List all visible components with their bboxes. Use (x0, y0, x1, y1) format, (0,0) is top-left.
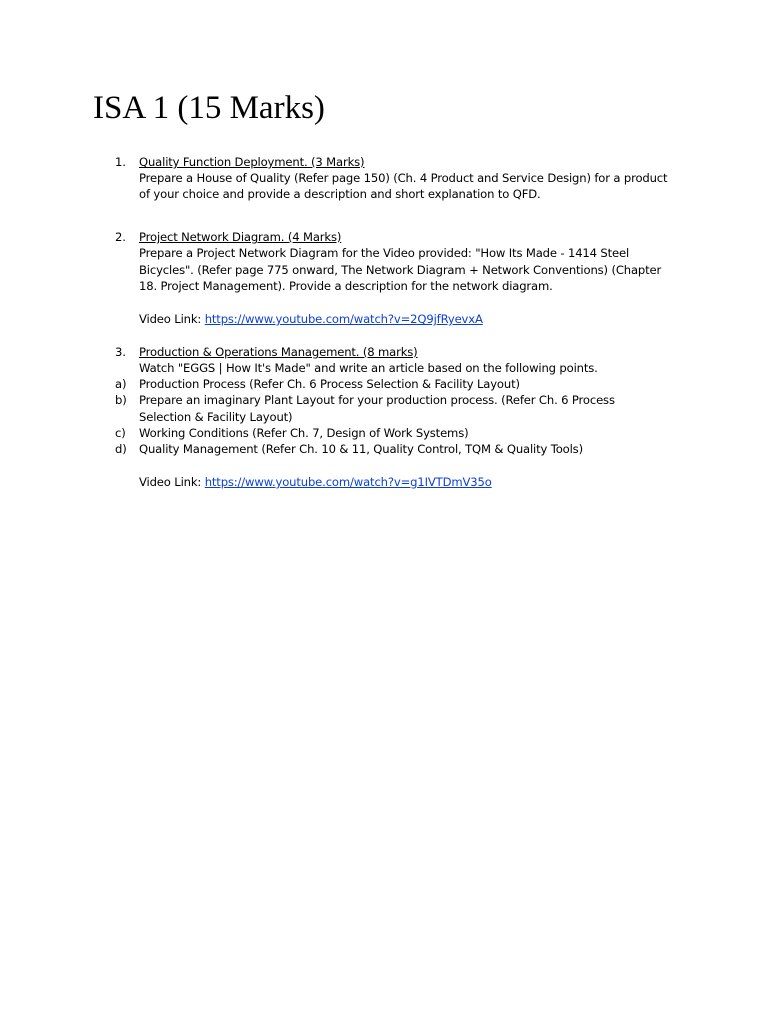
question-3-number: 3. (115, 345, 126, 359)
question-2-video-link[interactable]: https://www.youtube.com/watch?v=2Q9jfRyevxA (204, 312, 483, 326)
point-b-text-2: Selection & Facility Layout) (139, 410, 293, 424)
point-c-letter: c) (115, 426, 126, 440)
question-3-text-1: Watch "EGGS | How It's Made" and write an article based on the following points. (139, 361, 598, 375)
question-2-text-3: 18. Project Management). Provide a description for the network diagram. (139, 279, 553, 293)
question-2-text-2: Bicycles". (Refer page 775 onward, The Network Diagram + Network Conventions) (Chapter (139, 263, 662, 277)
point-d-letter: d) (115, 442, 127, 456)
question-2-text-1: Prepare a Project Network Diagram for the Video provided: "How Its Made - 1414 Steel (139, 246, 630, 260)
point-a-letter: a) (115, 377, 127, 391)
question-2-heading: Project Network Diagram. (4 Marks) (139, 230, 342, 244)
question-1-text-1: Prepare a House of Quality (Refer page 150) (Ch. 4 Product and Service Design) for a product (139, 171, 668, 185)
question-3-video-line (139, 474, 492, 491)
point-d-text: Quality Management (Refer Ch. 10 & 11, Quality Control, TQM & Quality Tools) (139, 442, 583, 456)
point-c-text: Working Conditions (Refer Ch. 7, Design of Work Systems) (139, 426, 469, 440)
point-a-text: Production Process (Refer Ch. 6 Process Selection & Facility Layout) (139, 377, 520, 391)
question-3-video-label: Video Link: (139, 475, 205, 489)
question-3-heading: Production & Operations Management. (8 marks) (139, 345, 418, 359)
question-1-heading: Quality Function Deployment. (3 Marks) (139, 155, 365, 169)
point-b-text: Prepare an imaginary Plant Layout for your production process. (Refer Ch. 6 Process (139, 393, 615, 407)
point-b-letter: b) (115, 393, 127, 407)
question-1-number: 1. (115, 155, 126, 169)
question-2-video-label: Video Link: (139, 312, 205, 326)
question-2-number: 2. (115, 230, 126, 244)
question-1-text-2: of your choice and provide a description and short explanation to QFD. (139, 187, 541, 201)
question-3-video-link[interactable]: https://www.youtube.com/watch?v=g1IVTDmV35o (204, 475, 492, 489)
page-title: ISA 1 (15 Marks) (93, 90, 325, 126)
question-2-video-line (139, 311, 483, 328)
